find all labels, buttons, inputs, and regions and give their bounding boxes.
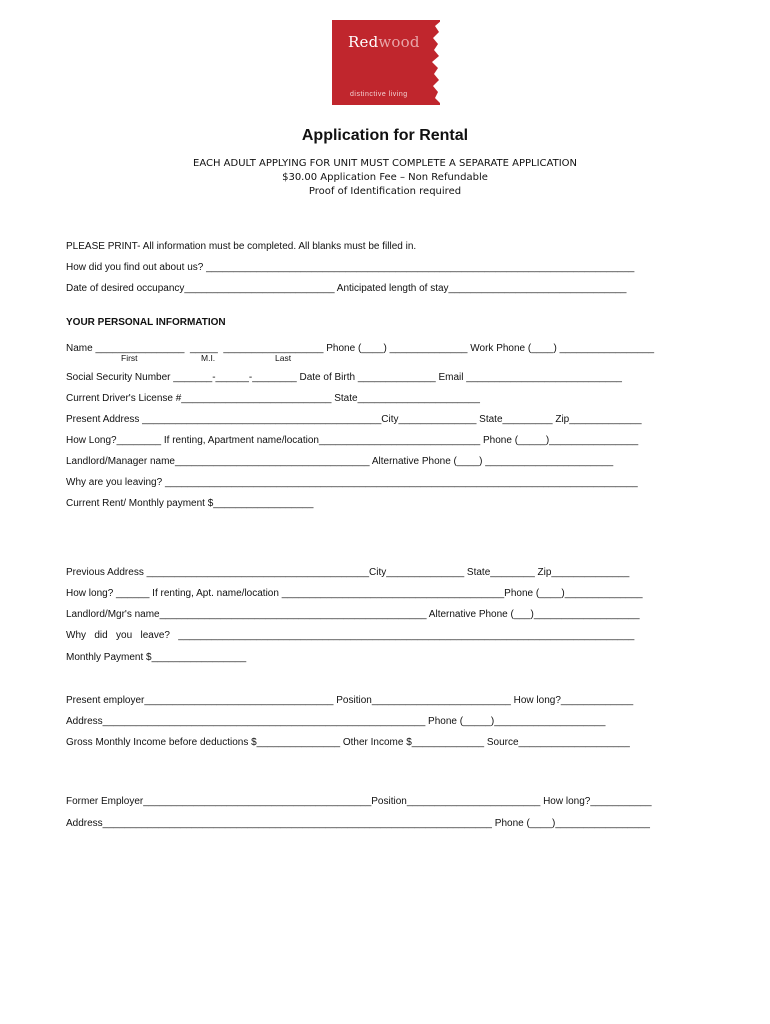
landlord-field[interactable]: Landlord/Manager name___________________________________ Alternative Phone (____) _______________________ xyxy=(66,456,614,467)
redwood-logo xyxy=(332,20,440,105)
personal-info-heading: YOUR PERSONAL INFORMATION xyxy=(66,317,226,328)
note-application-fee: $30.00 Application Fee – Non Refundable xyxy=(282,172,488,183)
why-leaving-field[interactable]: Why are you leaving? _____________________________________________________________________________________ xyxy=(66,477,638,488)
note-proof-of-id: Proof of Identification required xyxy=(308,186,462,197)
previous-address-field[interactable]: Previous Address ________________________________________City______________ State________ Zip______________ xyxy=(66,567,630,578)
name-phone-field[interactable]: Name ________________ _____ __________________ Phone (____) ______________ Work Phone (____) _________________ xyxy=(66,343,655,354)
logo-wordmark: Redwood xyxy=(348,33,420,51)
present-employer-field[interactable]: Present employer__________________________________ Position_________________________ How long?_____________ xyxy=(66,695,634,706)
drivers-license-field[interactable]: Current Driver's License #___________________________ State______________________ xyxy=(66,393,480,404)
former-address-field[interactable]: Address______________________________________________________________________ Phone (____)_________________ xyxy=(66,818,650,829)
occupancy-field[interactable]: Date of desired occupancy___________________________ Anticipated length of stay________________________________ xyxy=(66,283,627,294)
caption-last: Last xyxy=(275,353,292,363)
page-title: Application for Rental xyxy=(301,127,469,144)
former-employer-field[interactable]: Former Employer_________________________________________Position________________________ How long?___________ xyxy=(66,796,652,807)
instructions: PLEASE PRINT- All information must be completed. All blanks must be filled in. xyxy=(66,241,417,252)
current-rent-field[interactable]: Current Rent/ Monthly payment $__________________ xyxy=(66,498,314,509)
income-field[interactable]: Gross Monthly Income before deductions $_______________ Other Income $_____________ Source____________________ xyxy=(66,737,630,748)
logo-tagline: distinctive living xyxy=(350,91,408,98)
caption-first: First xyxy=(121,353,138,363)
present-address-field[interactable]: Present Address ___________________________________________City______________ State_________ Zip_____________ xyxy=(66,414,642,425)
why-leave-field[interactable]: Why did you leave? __________________________________________________________________________________ xyxy=(66,630,635,641)
find-out-field[interactable]: How did you find out about us? _____________________________________________________________________________ xyxy=(66,262,635,273)
how-long-field[interactable]: How Long?________ If renting, Apartment name/location_____________________________ Phone (_____)________________ xyxy=(66,435,639,446)
ssn-dob-email-field[interactable]: Social Security Number _______-______-________ Date of Birth ______________ Email ____________________________ xyxy=(66,372,622,383)
tree-silhouette-icon xyxy=(432,20,442,105)
employer-address-field[interactable]: Address__________________________________________________________ Phone (_____)____________________ xyxy=(66,716,606,727)
monthly-payment-field[interactable]: Monthly Payment $_________________ xyxy=(66,652,247,663)
note-separate-application: EACH ADULT APPLYING FOR UNIT MUST COMPLETE A SEPARATE APPLICATION xyxy=(193,158,577,169)
previous-landlord-field[interactable]: Landlord/Mgr's name________________________________________________ Alternative Phone (___)___________________ xyxy=(66,609,640,620)
previous-how-long-field[interactable]: How long? ______ If renting, Apt. name/location ________________________________________Phone (____)______________ xyxy=(66,588,643,599)
caption-mi: M.I. xyxy=(201,353,216,363)
